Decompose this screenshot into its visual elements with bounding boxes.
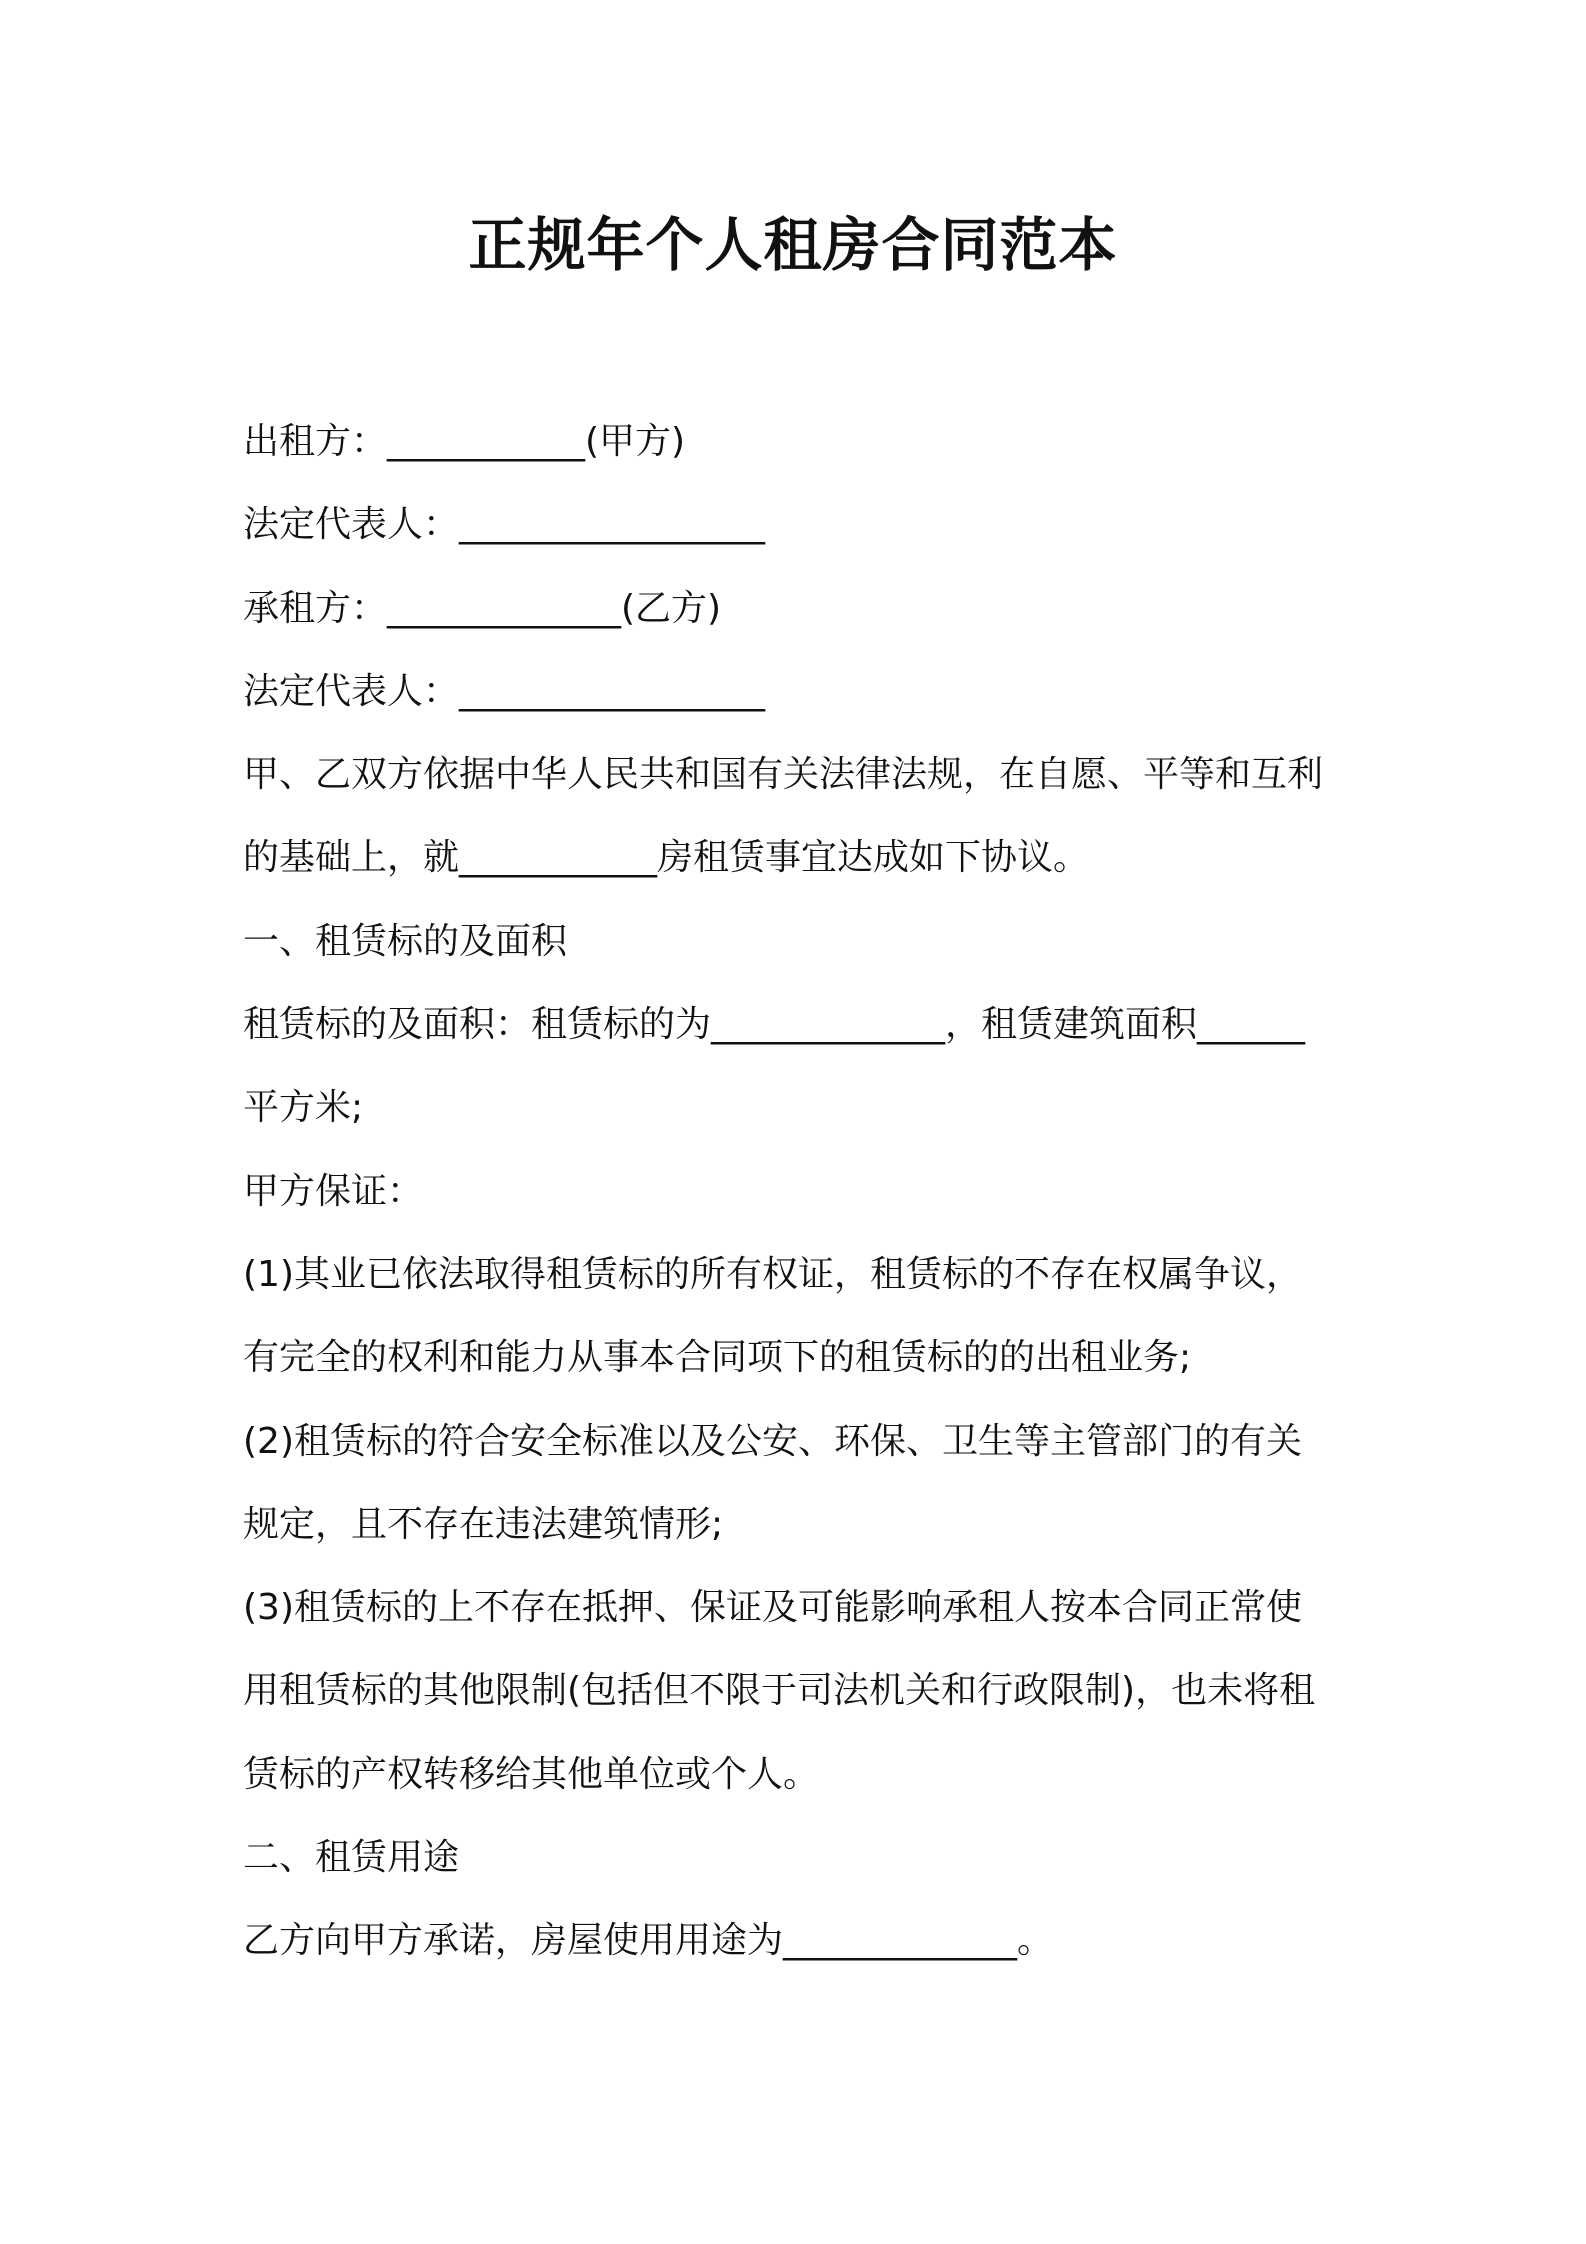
- document-title: 正规年个人租房合同范本: [468, 211, 1118, 279]
- lessor-guarantee-heading: 甲方保证：: [243, 1170, 424, 1212]
- agreement-paragraph-line-2: 的基础上，就___________房租赁事宜达成如下协议。: [243, 837, 1090, 879]
- lease-object-area-line-2: 平方米;: [243, 1087, 364, 1129]
- lease-object-area-line-1: 租赁标的及面积：租赁标的为_____________，租赁建筑面积______: [243, 1004, 1306, 1046]
- section-heading-lease-purpose: 二、租赁用途: [243, 1837, 460, 1879]
- lease-purpose-line: 乙方向甲方承诺，房屋使用用途为_____________。: [243, 1920, 1054, 1962]
- lessee-representative-line: 法定代表人：_________________: [243, 670, 766, 712]
- lessor-line: 出租方：___________(甲方): [243, 421, 686, 462]
- agreement-paragraph-line-1: 甲、乙双方依据中华人民共和国有关法律法规，在自愿、平等和互利: [243, 754, 1324, 796]
- guarantee-item-1-line-1: (1)其业已依法取得租赁标的所有权证，租赁标的不存在权属争议，: [243, 1253, 1302, 1295]
- guarantee-item-1-line-2: 有完全的权利和能力从事本合同项下的租赁标的的出租业务;: [243, 1337, 1192, 1379]
- guarantee-item-3-line-1: (3)租赁标的上不存在抵押、保证及可能影响承租人按本合同正常使: [243, 1587, 1302, 1629]
- guarantee-item-2-line-1: (2)租赁标的符合安全标准以及公安、环保、卫生等主管部门的有关: [243, 1420, 1302, 1462]
- section-heading-lease-object: 一、租赁标的及面积: [243, 920, 568, 962]
- lessor-representative-line: 法定代表人：_________________: [243, 504, 766, 546]
- guarantee-item-3-line-2: 用租赁标的其他限制(包括但不限于司法机关和行政限制)，也未将租: [243, 1670, 1316, 1712]
- guarantee-item-2-line-2: 规定，且不存在违法建筑情形;: [243, 1503, 724, 1545]
- guarantee-item-3-line-3: 赁标的产权转移给其他单位或个人。: [243, 1753, 820, 1795]
- document-body: [243, 400, 1358, 1983]
- lessee-line: 承租方：_____________(乙方): [243, 587, 722, 629]
